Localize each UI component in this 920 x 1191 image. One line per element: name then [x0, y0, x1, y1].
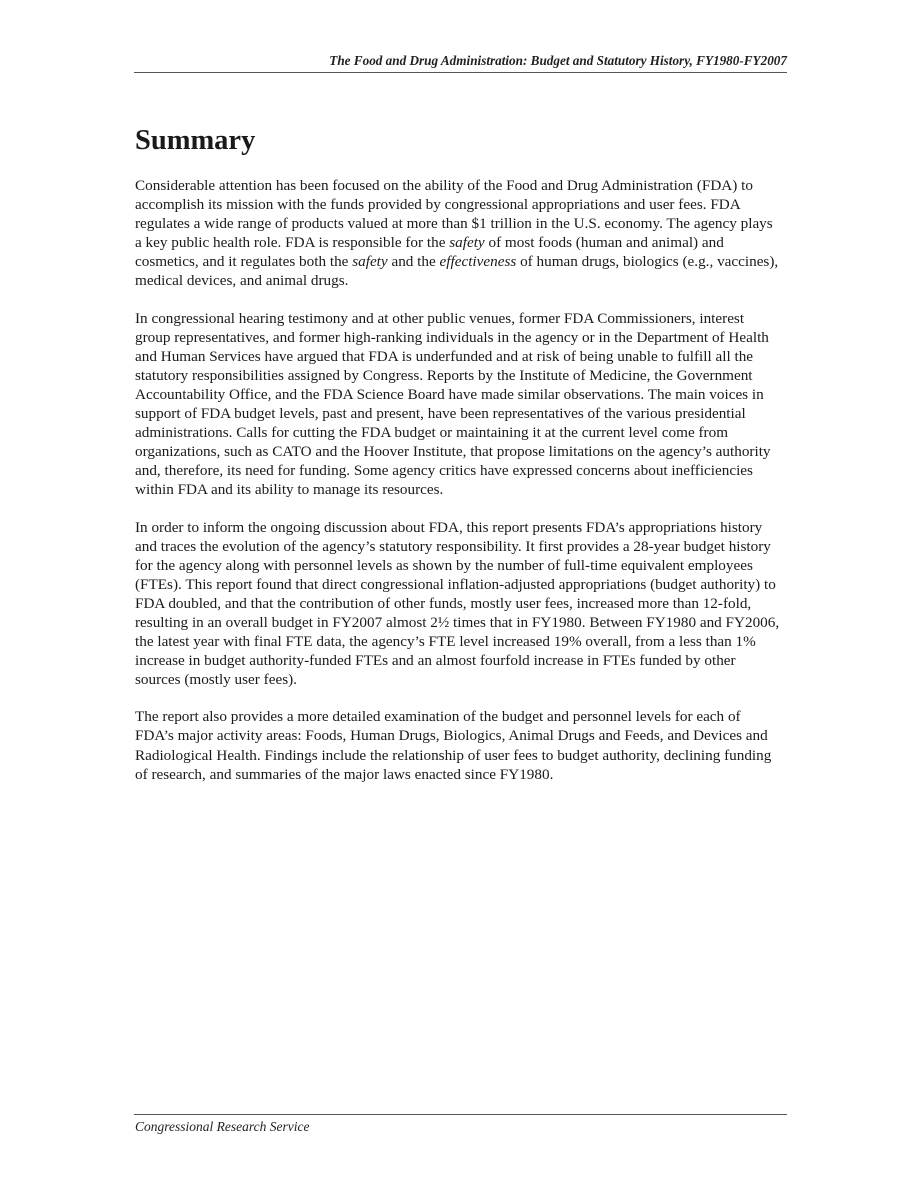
summary-paragraph-3: In order to inform the ongoing discussion about FDA, this report presents FDA’s appropriations history and traces the evolution of the agency’s statutory responsibility. It first provides a 28-year budget history for the agency along with personnel levels as shown by the number of full-time equivalent employees (FTEs). This report found that direct congressional inflation-adjusted appropriations (budget authority) to FDA doubled, and that the contribution of other funds, mostly user fees, increased more than 12-fold, resulting in an overall budget in FY2007 almost 2½ times that in FY1980. Between FY1980 and FY2006, the latest year with final FTE data, the agency’s FTE level increased 19% overall, from a less than 1% increase in budget authority-funded FTEs and an almost fourfold increase in FTEs funded by other sources (mostly user fees).	[135, 518, 780, 689]
page-title: Summary	[135, 125, 256, 156]
summary-body	[135, 176, 781, 802]
running-header-title: The Food and Drug Administration: Budget and Statutory History, FY1980-FY2007	[329, 53, 787, 68]
page-footer: Congressional Research Service	[135, 1119, 310, 1134]
emphasis-safety: safety	[449, 234, 485, 252]
running-header	[134, 53, 787, 73]
emphasis-safety: safety	[352, 253, 388, 271]
summary-paragraph-1: Considerable attention has been focused on the ability of the Food and Drug Administration (FDA) to accomplish its mission with the funds provided by congressional appropriations and user fees. FDA regulates a wide range of products valued at more than $1 trillion in the U.S. economy. The agency plays a key public health role. FDA is responsible for the safety of most foods (human and animal) and cosmetics, and it regulates both the safety and the effectiveness of human drugs, biologics (e.g., vaccines), medical devices, and animal drugs.	[135, 177, 779, 290]
emphasis-effectiveness: effectiveness	[439, 253, 517, 271]
summary-paragraph-4: The report also provides a more detailed examination of the budget and personnel levels for each of FDA’s major activity areas: Foods, Human Drugs, Biologics, Animal Drugs and Feeds, and Devices and Radiological Health. Findings include the relationship of user fees to budget authority, declining funding of research, and summaries of the major laws enacted since FY1980.	[135, 708, 772, 783]
summary-paragraph-2: In congressional hearing testimony and at other public venues, former FDA Commissioners, interest group representatives, and former high-ranking individuals in the agency or in the Department of Health and Human Services have argued that FDA is underfunded and at risk of being unable to fulfill all the statutory responsibilities assigned by Congress. Reports by the Institute of Medicine, the Government Accountability Office, and the FDA Science Board have made similar observations. The main voices in support of FDA budget levels, past and present, have been representatives of the various presidential administrations. Calls for cutting the FDA budget or maintaining it at the current level come from organizations, such as CATO and the Hoover Institute, that propose limitations on the agency’s authority and, therefore, its need for funding. Some agency critics have expressed concerns about inefficiencies within FDA and its ability to manage its resources.	[135, 309, 771, 499]
footer-divider	[134, 1114, 787, 1115]
